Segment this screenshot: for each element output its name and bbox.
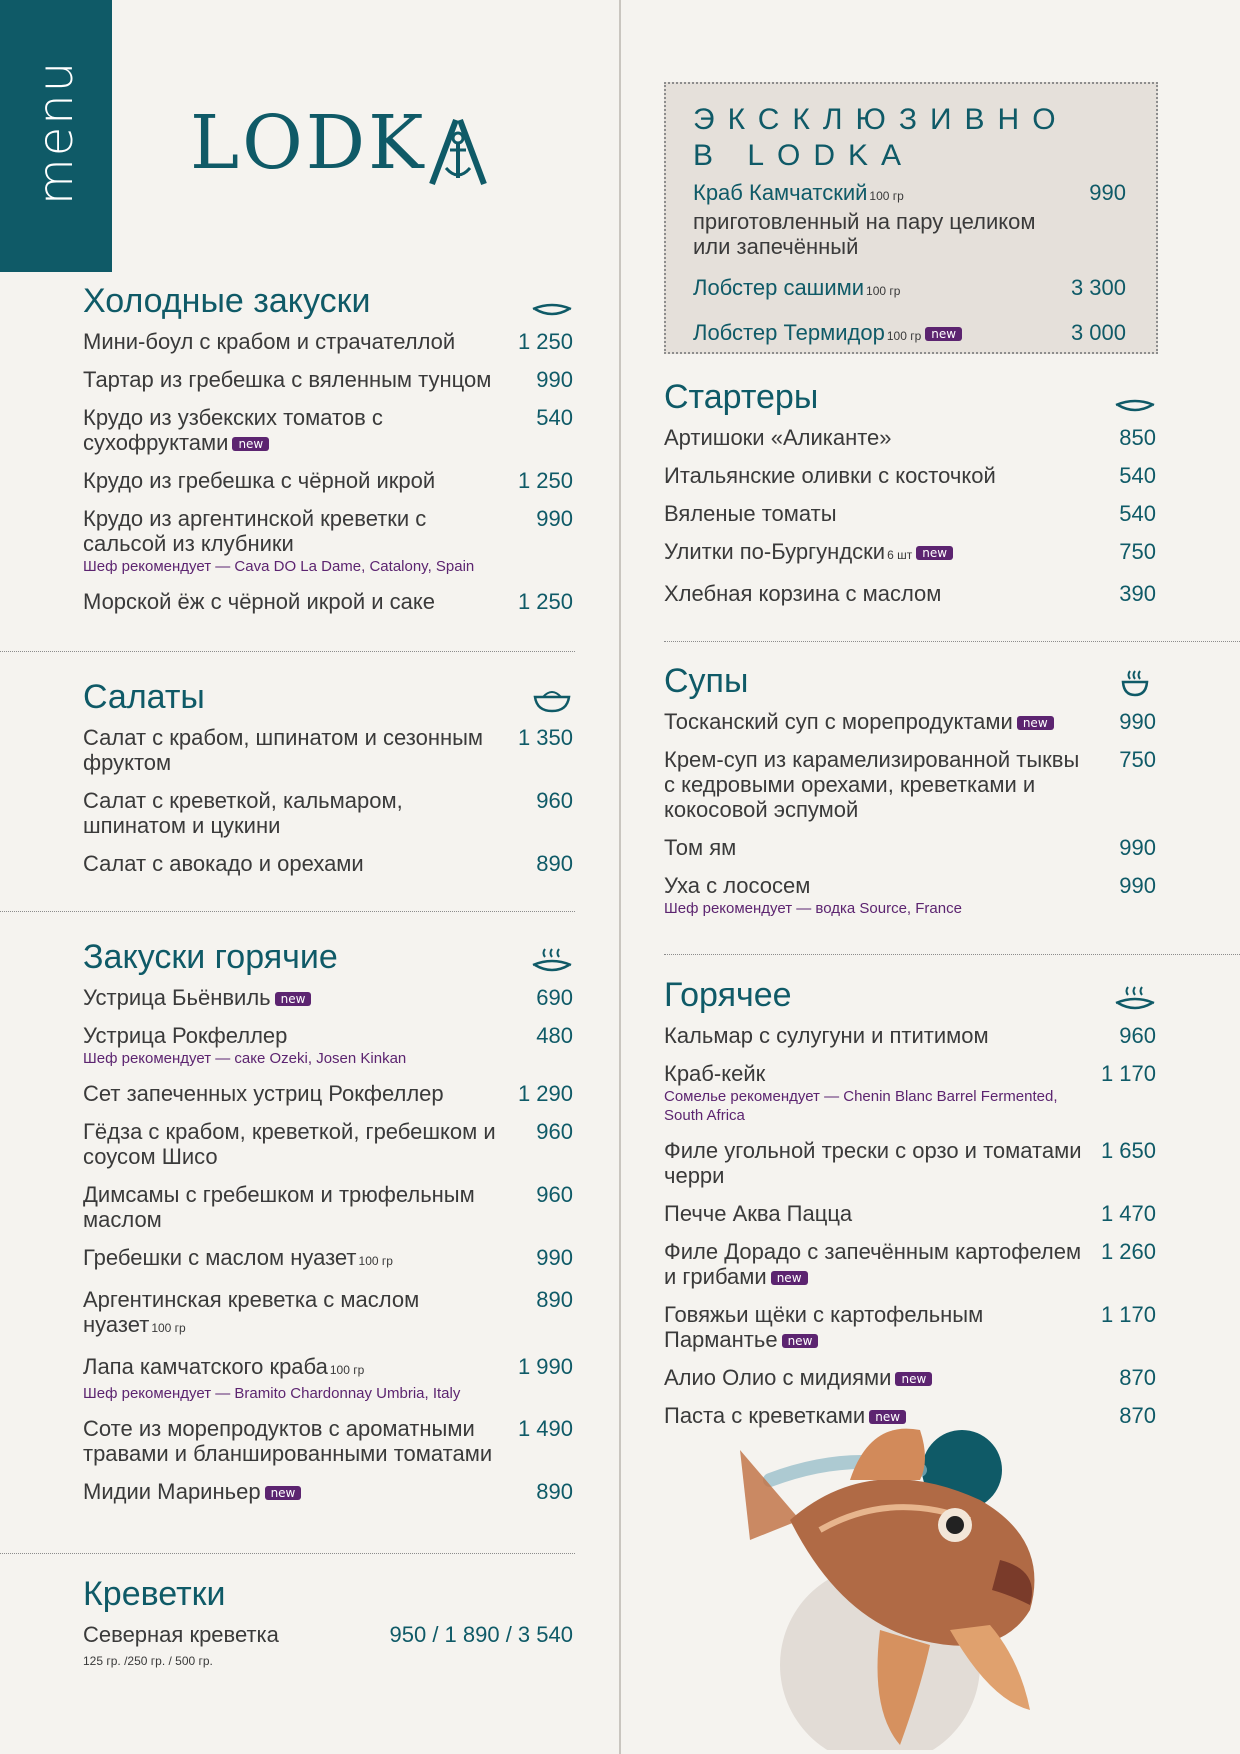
dish-price: 990 — [1119, 709, 1156, 734]
menu-item — [664, 539, 1156, 568]
dish-price: 990 — [536, 367, 573, 392]
dish-price: 390 — [1119, 581, 1156, 606]
dish-price: 480 — [536, 1023, 573, 1048]
dish-weight: 100 гр — [329, 1363, 365, 1377]
menu-item — [83, 1023, 573, 1068]
menu-item-name — [693, 275, 900, 304]
fish-illustration — [730, 1410, 1090, 1750]
separator-cold — [0, 651, 575, 652]
new-badge: new — [916, 546, 953, 560]
exclusive-box — [664, 82, 1158, 354]
dish-name: Краб-кейк — [664, 1061, 766, 1086]
section-shrimp — [83, 1575, 573, 1687]
menu-item-name — [83, 468, 435, 493]
menu-item — [693, 180, 1126, 259]
dish-description: приготовленный на пару целиком или запечённый — [693, 209, 1036, 259]
separator-starters — [664, 641, 1240, 642]
dish-name: Северная креветка — [83, 1622, 279, 1647]
menu-item-name — [664, 425, 892, 450]
dish-name: Хлебная корзина с маслом — [664, 581, 942, 606]
recommendation: Шеф рекомендует — саке Ozeki, Josen Kinkan — [83, 1050, 407, 1067]
section-title-hot-snacks: Закуски горячие — [83, 938, 338, 976]
menu-item — [83, 468, 573, 493]
menu-item-name — [83, 1119, 503, 1169]
menu-item-name — [664, 709, 1054, 734]
menu-item — [83, 367, 573, 392]
dish-price: 990 — [1119, 873, 1156, 898]
dish-name: Лапа камчатского краба — [83, 1354, 328, 1379]
hot-plate-icon — [531, 945, 573, 973]
dish-name: Сет запеченных устриц Рокфеллер — [83, 1081, 444, 1106]
menu-tab-label: menu — [28, 59, 84, 205]
menu-item-name — [664, 835, 736, 860]
menu-item — [664, 709, 1156, 734]
dish-name: Димсамы с гребешком и трюфельным маслом — [83, 1182, 475, 1232]
menu-item — [83, 725, 573, 775]
menu-item — [664, 1302, 1156, 1352]
dish-price: 1 990 — [517, 1354, 573, 1379]
dish-name: Устрица Рокфеллер — [83, 1023, 288, 1048]
section-starters — [664, 378, 1156, 619]
dish-name: Соте из морепродуктов с ароматными травами и бланшированными томатами — [83, 1416, 493, 1466]
menu-item — [83, 1479, 573, 1504]
dish-price: 960 — [1119, 1023, 1156, 1048]
menu-item — [83, 1354, 573, 1403]
vertical-divider — [619, 0, 621, 1754]
menu-item-name — [693, 180, 1073, 259]
dish-name: Салат с авокадо и орехами — [83, 851, 364, 876]
menu-item — [83, 405, 573, 455]
dish-price: 870 — [1119, 1365, 1156, 1390]
menu-item-name — [664, 463, 996, 488]
new-badge: new — [232, 437, 269, 451]
recommendation: Сомелье рекомендует — Chenin Blanc Barrel Fermented, South Africa — [664, 1088, 1058, 1124]
dish-price: 960 — [536, 1182, 573, 1207]
dish-price: 540 — [536, 405, 573, 430]
exclusive-list — [693, 180, 1126, 349]
new-badge: new — [275, 992, 312, 1006]
menu-item — [83, 851, 573, 876]
dish-name: Лобстер Термидор — [693, 320, 885, 345]
dish-name: Паста с креветками — [664, 1403, 866, 1428]
recommendation: Шеф рекомендует — водка Source, France — [664, 900, 962, 917]
menu-item-name — [83, 1182, 503, 1232]
dish-weight: 100 гр — [866, 284, 901, 298]
menu-item — [664, 1061, 1156, 1125]
dish-price: 750 — [1119, 747, 1156, 772]
dish-name: Мидии Мариньер — [83, 1479, 261, 1504]
anchor-icon — [428, 116, 488, 186]
section-title-salads: Салаты — [83, 678, 205, 716]
dish-name: Вяленые томаты — [664, 501, 837, 526]
exclusive-title: ЭКСКЛЮЗИВНО В LODKA — [693, 103, 1069, 172]
dish-name: Крудо из узбекских томатов с сухофруктами — [83, 405, 383, 455]
menu-item-name — [83, 1354, 460, 1403]
hot-plate-icon — [1114, 983, 1156, 1011]
plate-icon — [1114, 385, 1156, 413]
new-badge: new — [782, 1334, 819, 1348]
dish-price: 1 250 — [517, 329, 573, 354]
dish-price: 1 250 — [517, 468, 573, 493]
dish-name: Аргентинская креветка с маслом нуазет — [83, 1287, 420, 1337]
dish-name: Краб Камчатский — [693, 180, 868, 205]
menu-item — [664, 1365, 1156, 1390]
dish-name: Кальмар с сулугуни и птитимом — [664, 1023, 989, 1048]
dish-name: Салат с крабом, шпинатом и сезонным фруктом — [83, 725, 484, 775]
dish-price: 1 350 — [517, 725, 573, 750]
separator-hot-snacks — [0, 1553, 575, 1554]
new-badge: new — [869, 1410, 906, 1424]
menu-item — [664, 873, 1156, 918]
menu-item — [83, 1416, 573, 1466]
menu-item-name — [83, 506, 503, 576]
section-title-starters: Стартеры — [664, 378, 819, 416]
new-badge: new — [771, 1271, 808, 1285]
menu-item-name — [83, 1081, 444, 1106]
dish-price: 990 — [536, 1245, 573, 1270]
dish-price: 750 — [1119, 539, 1156, 564]
menu-item — [664, 425, 1156, 450]
menu-item-name — [664, 501, 837, 526]
menu-item — [664, 1138, 1156, 1188]
dish-name: Устрица Бьёнвиль — [83, 985, 271, 1010]
dish-price: 890 — [536, 1479, 573, 1504]
dish-weight: 100 гр — [151, 1321, 186, 1335]
dish-price: 1 490 — [517, 1416, 573, 1441]
menu-item — [83, 506, 573, 576]
menu-item-name — [664, 1365, 932, 1390]
dish-price: 990 — [1089, 180, 1126, 205]
menu-item — [664, 747, 1156, 822]
menu-item-name — [83, 329, 455, 354]
menu-item-name — [693, 320, 962, 349]
section-salads — [83, 678, 573, 889]
dish-name: Артишоки «Аликанте» — [664, 425, 892, 450]
menu-item — [693, 320, 1126, 349]
menu-item — [83, 589, 573, 614]
dish-weight: 100 гр — [869, 189, 904, 203]
menu-item-name — [664, 747, 1084, 822]
menu-item — [664, 1239, 1156, 1289]
dish-name: Лобстер сашими — [693, 275, 865, 300]
menu-item-name — [83, 851, 364, 876]
weights-note: 125 гр. /250 гр. / 500 гр. — [83, 1654, 213, 1668]
menu-item-name — [664, 1239, 1084, 1289]
dish-name: Филе Дорадо с запечённым картофелем и грибами — [664, 1239, 1082, 1289]
section-cold — [83, 282, 573, 627]
menu-side-tab — [0, 0, 112, 272]
dish-price: 3 000 — [1070, 320, 1126, 345]
plate-icon — [531, 289, 573, 317]
lodka-logo — [190, 100, 488, 186]
dish-name: Том ям — [664, 835, 737, 860]
dish-price: 850 — [1119, 425, 1156, 450]
menu-item — [83, 1119, 573, 1169]
dish-weight: 100 гр — [886, 329, 922, 343]
menu-item-name — [664, 1302, 1084, 1352]
menu-item-name — [83, 1622, 279, 1674]
section-title-cold: Холодные закуски — [83, 282, 371, 320]
menu-item-name — [664, 1061, 1084, 1125]
dish-price: 1 650 — [1100, 1138, 1156, 1163]
dish-price: 950 / 1 890 / 3 540 — [389, 1622, 573, 1647]
menu-item-name — [83, 405, 503, 455]
separator-salads — [0, 911, 575, 912]
menu-item-name — [83, 1245, 393, 1274]
menu-item — [83, 329, 573, 354]
soup-bowl-icon — [1114, 669, 1156, 697]
dish-name: Говяжьи щёки с картофельным Пармантье — [664, 1302, 984, 1352]
dish-price: 1 290 — [517, 1081, 573, 1106]
new-badge: new — [1017, 716, 1054, 730]
menu-item — [83, 1622, 573, 1674]
dish-price: 1 260 — [1100, 1239, 1156, 1264]
menu-item — [664, 1201, 1156, 1226]
menu-item-name — [83, 589, 435, 614]
menu-item — [664, 835, 1156, 860]
menu-item-name — [83, 1479, 301, 1504]
menu-item — [83, 1287, 573, 1341]
separator-soups — [664, 954, 1240, 955]
dish-price: 1 470 — [1100, 1201, 1156, 1226]
menu-item-name — [83, 1416, 503, 1466]
dish-price: 870 — [1119, 1403, 1156, 1428]
dish-price: 960 — [536, 788, 573, 813]
bowl-icon — [531, 685, 573, 713]
menu-item-name — [664, 873, 962, 918]
section-hot — [664, 976, 1156, 1441]
menu-item — [83, 1182, 573, 1232]
menu-item-name — [83, 725, 503, 775]
section-title-soups: Супы — [664, 662, 749, 700]
new-badge: new — [895, 1372, 932, 1386]
menu-item — [693, 275, 1126, 304]
dish-name: Филе угольной трески с орзо и томатами черри — [664, 1138, 1082, 1188]
new-badge: new — [265, 1486, 302, 1500]
menu-item-name — [664, 1201, 852, 1226]
section-soups — [664, 662, 1156, 931]
menu-item-name — [83, 985, 311, 1010]
section-title-shrimp: Креветки — [83, 1575, 226, 1613]
dish-name: Крудо из аргентинской креветки с сальсой из клубники — [83, 506, 427, 556]
section-title-hot: Горячее — [664, 976, 792, 1014]
menu-item-name — [664, 539, 953, 568]
dish-price: 990 — [536, 506, 573, 531]
menu-item — [83, 1081, 573, 1106]
dish-price: 1 250 — [517, 589, 573, 614]
new-badge: new — [925, 327, 962, 341]
dish-price: 890 — [536, 1287, 573, 1312]
dish-name: Крем-суп из карамелизированной тыквы с кедровыми орехами, креветками и кокосовой эспумой — [664, 747, 1080, 822]
dish-name: Гребешки с маслом нуазет — [83, 1245, 357, 1270]
dish-price: 3 300 — [1070, 275, 1126, 300]
menu-item — [664, 1023, 1156, 1048]
dish-name: Салат с креветкой, кальмаром, шпинатом и цукини — [83, 788, 403, 838]
menu-item-name — [664, 581, 941, 606]
dish-price: 960 — [536, 1119, 573, 1144]
recommendation: Шеф рекомендует — Cava DO La Dame, Catalony, Spain — [83, 558, 475, 575]
menu-item-name — [83, 1287, 503, 1341]
menu-item — [83, 985, 573, 1010]
recommendation: Шеф рекомендует — Bramito Chardonnay Umbria, Italy — [83, 1385, 461, 1402]
dish-price: 990 — [1119, 835, 1156, 860]
dish-price: 1 170 — [1100, 1302, 1156, 1327]
menu-item-name — [83, 1023, 406, 1068]
logo-text: LODK — [190, 100, 427, 186]
dish-name: Уха с лососем — [664, 873, 811, 898]
menu-item — [83, 1245, 573, 1274]
dish-price: 540 — [1119, 463, 1156, 488]
menu-item-name — [83, 788, 503, 838]
dish-name: Итальянские оливки с косточкой — [664, 463, 996, 488]
dish-price: 1 170 — [1100, 1061, 1156, 1086]
dish-price: 540 — [1119, 501, 1156, 526]
menu-item-name — [83, 367, 491, 392]
menu-item-name — [664, 1023, 989, 1048]
section-hot-snacks — [83, 938, 573, 1517]
dish-weight: 6 шт — [887, 548, 913, 562]
dish-weight: 100 гр — [358, 1254, 393, 1268]
dish-price: 890 — [536, 851, 573, 876]
dish-name: Тартар из гребешка с вяленным тунцом — [83, 367, 492, 392]
menu-item-name — [664, 1138, 1084, 1188]
menu-item — [664, 463, 1156, 488]
menu-item — [83, 788, 573, 838]
dish-name: Улитки по-Бургундски — [664, 539, 886, 564]
menu-item — [664, 501, 1156, 526]
dish-name: Тосканский суп с морепродуктами — [664, 709, 1013, 734]
dish-name: Крудо из гребешка с чёрной икрой — [83, 468, 436, 493]
dish-name: Морской ёж с чёрной икрой и саке — [83, 589, 435, 614]
dish-name: Гёдза с крабом, креветкой, гребешком и соусом Шисо — [83, 1119, 496, 1169]
menu-item — [664, 581, 1156, 606]
dish-name: Алио Олио с мидиями — [664, 1365, 892, 1390]
dish-name: Печче Аква Пацца — [664, 1201, 853, 1226]
dish-price: 690 — [536, 985, 573, 1010]
dish-name: Мини-боул с крабом и страчателлой — [83, 329, 456, 354]
